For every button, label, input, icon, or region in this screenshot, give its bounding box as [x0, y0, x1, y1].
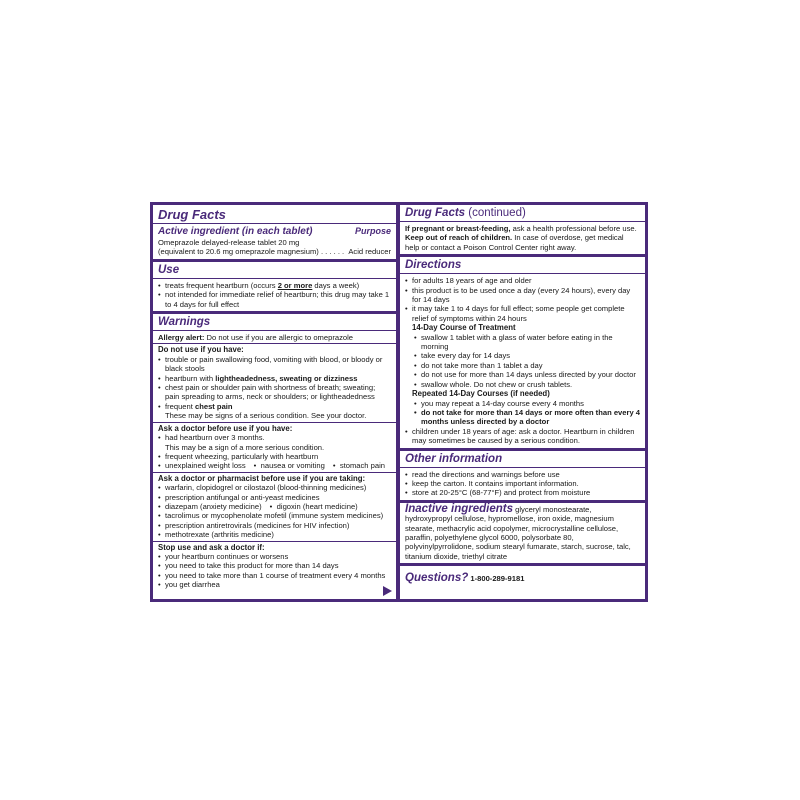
questions-title: Questions?	[405, 572, 469, 585]
do-not-use-title: Do not use if you have:	[153, 343, 396, 354]
pharm-item-6: • methotrexate (arthritis medicine)	[158, 530, 391, 539]
ingredient-purpose: Acid reducer	[348, 247, 391, 257]
pharm-item-3-row: • diazepam (anxiety medicine) • digoxin (heart medicine)	[158, 502, 391, 511]
inactive-ingredients-section	[400, 503, 645, 563]
dir-item-3: • it may take 1 to 4 days for full effect; some people get complete relief of symptoms within 24 hours	[405, 304, 640, 323]
inactive-title: Inactive ingredients	[405, 502, 514, 515]
questions-phone: 1-800-289-9181	[468, 574, 525, 584]
repeat-title: Repeated 14-Day Courses (if needed)	[412, 389, 550, 399]
course-item-3: • do not take more than 1 tablet a day	[405, 361, 640, 370]
triangle-right-icon	[383, 586, 392, 596]
stop-use-title: Stop use and ask a doctor if:	[153, 541, 396, 552]
repeat-item-2: • do not take for more than 14 days or more often than every 4 months unless directed by a doctor	[405, 408, 640, 427]
course-item-5: • swallow whole. Do not chew or crush tablets.	[405, 380, 640, 389]
course-item-2: • take every day for 14 days	[405, 351, 640, 360]
ask-item-1-note: This may be a sign of a more serious condition.	[165, 442, 325, 452]
dnu-note: These may be signs of a serious condition. See your doctor.	[165, 411, 367, 421]
other-item-1: • read the directions and warnings before use	[405, 470, 640, 479]
inactive-text: glyceryl monostearate, hydroxypropyl cellulose, hypromellose, iron oxide, magnesium stearate, methacrylic acid copolymer, microcrystalline cellulose, paraffin, polyethylene glycol 6000, polysorbate 80, polyvinylpyrrolidone, sodium stearyl fumarate, starch, sucrose, talc, titanium dioxide, triethyl citrate	[405, 504, 631, 561]
course-item-4: • do not use for more than 14 days unless directed by your doctor	[405, 370, 640, 379]
purpose-label: Purpose	[354, 226, 391, 236]
use-item-2: • not intended for immediate relief of heartburn; this drug may take 1 to 4 days for full effect	[158, 290, 391, 309]
use-item-1: • treats frequent heartburn (occurs 2 or more days a week)	[158, 281, 391, 290]
right-column	[400, 205, 645, 599]
allergy-alert: Allergy alert: Do not use if you are allergic to omeprazole	[158, 333, 354, 343]
other-info-title: Other information	[400, 453, 645, 468]
drug-facts-panel	[150, 202, 648, 602]
continued-section	[400, 205, 645, 254]
dnu-item-1: • trouble or pain swallowing food, vomiting with blood, or bloody or black stools	[158, 355, 391, 374]
pharm-item-1: • warfarin, clopidogrel or cilostazol (blood-thinning medicines)	[158, 483, 391, 492]
dnu-item-4: • frequent chest pain	[158, 402, 391, 411]
course-title: 14-Day Course of Treatment	[412, 323, 516, 333]
pharm-item-2: • prescription antifungal or anti-yeast medicines	[158, 493, 391, 502]
warnings-section	[153, 314, 396, 599]
use-title: Use	[153, 264, 396, 279]
ask-item-3-row: • unexplained weight loss • nausea or vomiting • stomach pain	[158, 461, 391, 470]
other-item-2: • keep the carton. It contains important information.	[405, 479, 640, 488]
pregnancy-warning: If pregnant or breast-feeding, ask a health professional before use.	[405, 224, 637, 233]
drug-facts-title: Drug Facts	[153, 207, 396, 224]
drug-facts-continued-title: Drug Facts (continued)	[400, 207, 645, 222]
ingredient-line-1: Omeprazole delayed-release tablet 20 mg	[158, 238, 300, 247]
repeat-item-1: • you may repeat a 14-day course every 4 months	[405, 399, 640, 408]
ask-pharmacist-title: Ask a doctor or pharmacist before use if you are taking:	[153, 472, 396, 483]
warnings-title: Warnings	[153, 316, 396, 331]
stop-item-4: • you get diarrhea	[158, 580, 391, 589]
ask-doctor-title: Ask a doctor before use if you have:	[153, 422, 396, 433]
pharm-item-5: • prescription antiretrovirals (medicines for HIV infection)	[158, 521, 391, 530]
other-item-3: • store at 20-25°C (68-77°F) and protect from moisture	[405, 488, 640, 497]
active-ingredient-section: Drug Facts Active ingredient (in each tablet) Purpose Omeprazole delayed-release tablet 20 mg (equivalent to 20.6 mg omeprazole magnesium) . . . . . . Acid reducer	[153, 205, 396, 259]
dir-item-4: • children under 18 years of age: ask a doctor. Heartburn in children may sometimes be caused by a serious condition.	[405, 427, 640, 446]
dir-item-2: • this product is to be used once a day (every 24 hours), every day for 14 days	[405, 286, 640, 305]
stop-item-2: • you need to take this product for more than 14 days	[158, 561, 391, 570]
dir-item-1: • for adults 18 years of age and older	[405, 276, 640, 285]
stop-item-3: • you need to take more than 1 course of treatment every 4 months	[158, 571, 391, 580]
active-ingredient-label: Active ingredient (in each tablet)	[158, 226, 313, 237]
left-column	[153, 205, 396, 599]
keep-out-of-reach: Keep out of reach of children. In case of overdose, get medical help or contact a Poison Control Center right away.	[405, 233, 624, 252]
use-section	[153, 262, 396, 311]
other-info-section	[400, 451, 645, 500]
dnu-item-3: • chest pain or shoulder pain with shortness of breath; sweating; pain spreading to arms, neck or shoulders; or lightheadedness	[158, 383, 391, 402]
pharm-item-4: • tacrolimus or mycophenolate mofetil (immune system medicines)	[158, 511, 391, 520]
ingredient-line-2: (equivalent to 20.6 mg omeprazole magnesium)	[158, 247, 319, 257]
ask-item-2: • frequent wheezing, particularly with heartburn	[158, 452, 391, 461]
directions-title: Directions	[400, 259, 645, 274]
stop-item-1: • your heartburn continues or worsens	[158, 552, 391, 561]
ask-item-1: • had heartburn over 3 months.	[158, 433, 391, 442]
directions-section	[400, 257, 645, 447]
questions-section	[400, 566, 645, 599]
course-item-1: • swallow 1 tablet with a glass of water before eating in the morning	[405, 333, 640, 352]
dnu-item-2: • heartburn with lightheadedness, sweating or dizziness	[158, 374, 391, 383]
